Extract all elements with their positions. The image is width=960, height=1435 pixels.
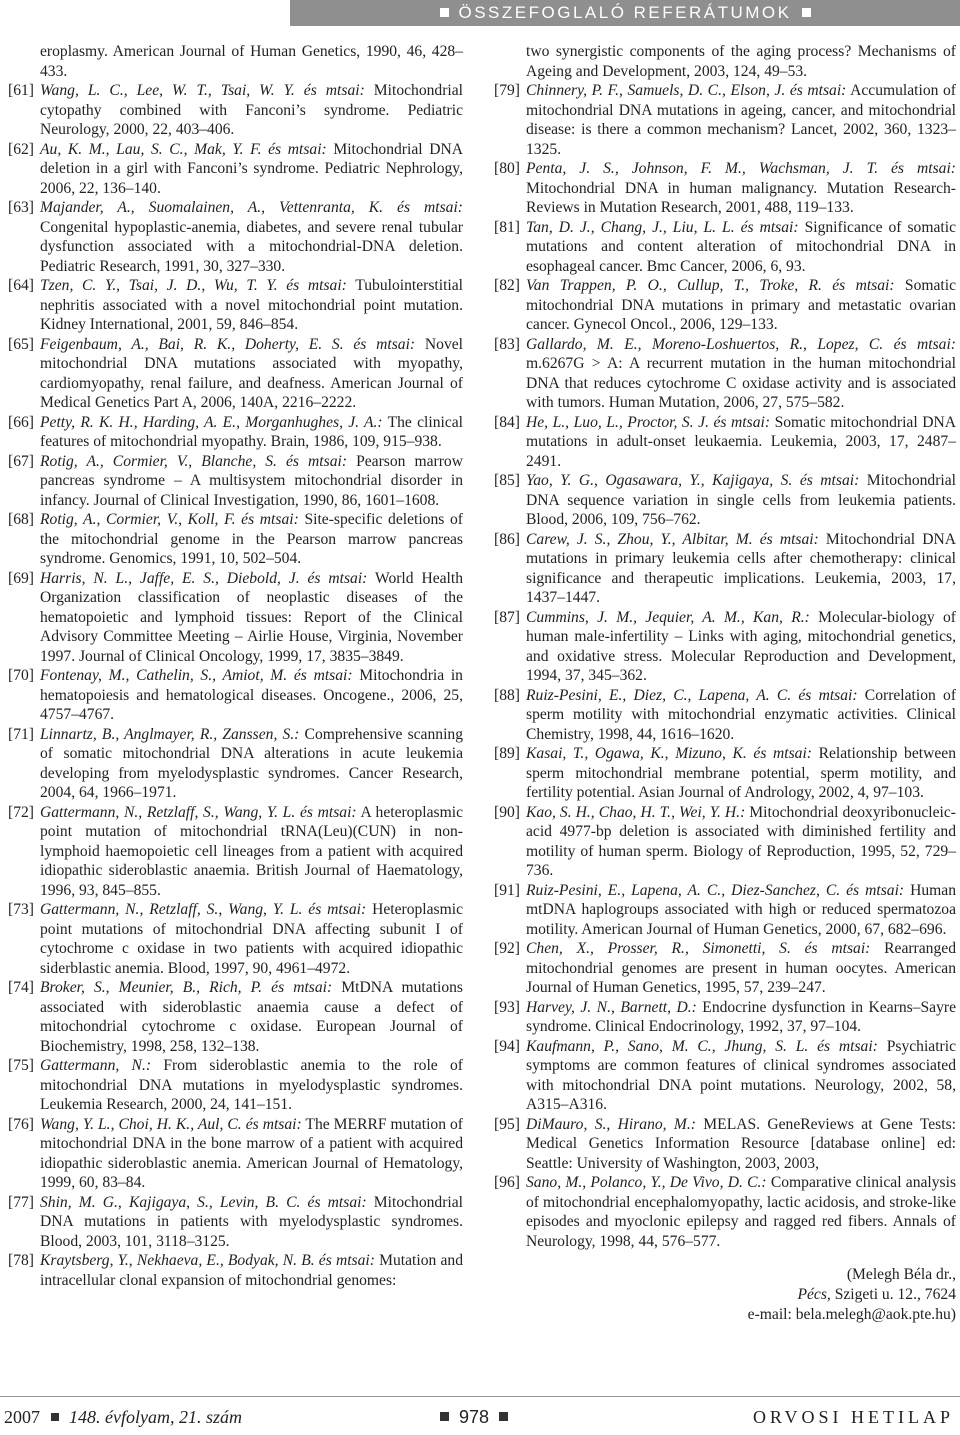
reference-authors: Feigenbaum, A., Bai, R. K., Doherty, E. S. és mtsai: (40, 335, 416, 353)
reference-authors: Rotig, A., Cormier, V., Koll, F. és mtsai: (40, 511, 299, 528)
reference-authors: Ruiz-Pesini, E., Diez, C., Lapena, A. C. és mtsai: (526, 686, 858, 704)
reference-text: Tubulointerstitial nephritis associated with a novel mitochondrial point mutation. Kidney International, 2001, 59, 846–854. (40, 277, 463, 333)
reference-text: MtDNA mutations associated with sideroblastic anaemia cause a defect of mitochondrial cytochrome c oxidase. European Journal of Biochemistry, 1998, 258, 132–138. (40, 979, 463, 1055)
reference-item (8, 42, 463, 81)
reference-number: [70] (8, 667, 34, 684)
reference-item (8, 900, 463, 978)
reference-authors: Gattermann, N., Retzlaff, S., Wang, Y. L. és mtsai: (40, 803, 357, 821)
reference-item (8, 81, 463, 140)
reference-item (494, 939, 956, 998)
reference-text: Molecular-biology of human male-infertility – Links with aging, mitochondrial genetics, and oxidative stress. Molecular Reproduction and Development, 1994, 37, 345–362. (526, 608, 956, 684)
reference-authors: Broker, S., Meunier, B., Rich, P. és mtsai: (40, 979, 333, 996)
signature-city: Pécs, (797, 1286, 831, 1303)
reference-authors: Au, K. M., Lau, S. C., Mak, Y. F. és mtsai: (40, 140, 327, 158)
page-footer (0, 1396, 960, 1435)
reference-number: [67] (8, 452, 34, 470)
reference-item (8, 1056, 463, 1115)
reference-item (494, 1173, 956, 1251)
reference-authors: Wang, L. C., Lee, W. T., Tsai, W. Y. és mtsai: (40, 82, 365, 99)
right-column (494, 42, 956, 1325)
reference-number: [65] (8, 335, 34, 353)
reference-number: [71] (8, 725, 34, 743)
reference-text: Psychiatric symptoms are common features of clinical syndromes associated with mitochondrial DNA point mutations. Neurology, 2002, 58, A315–A316. (526, 1037, 956, 1113)
reference-authors: Rotig, A., Cormier, V., Blanche, S. és mtsai: (40, 452, 348, 470)
reference-item (8, 413, 463, 452)
reference-authors: Sano, M., Polanco, Y., De Vivo, D. C.: (526, 1174, 767, 1191)
reference-item (494, 413, 956, 472)
reference-number: [82] (494, 277, 520, 294)
reference-number: [64] (8, 277, 34, 294)
reference-item (8, 803, 463, 901)
reference-number: [68] (8, 511, 34, 528)
reference-number: [90] (494, 803, 520, 821)
reference-item (494, 218, 956, 277)
section-title (290, 0, 960, 26)
reference-item (8, 978, 463, 1056)
reference-item (494, 803, 956, 881)
reference-number: [88] (494, 686, 520, 704)
square-bullet-icon (499, 1412, 508, 1421)
reference-authors: Kraytsberg, Y., Nekhaeva, E., Bodyak, N. B. és mtsai: (40, 1252, 375, 1269)
reference-number: [78] (8, 1252, 34, 1269)
square-bullet-icon (440, 8, 449, 17)
reference-item (494, 998, 956, 1037)
reference-authors: Majander, A., Suomalainen, A., Vettenranta, K. és mtsai: (40, 199, 463, 216)
reference-authors: He, L., Luo, L., Proctor, S. J. és mtsai: (526, 413, 771, 431)
reference-text: Correlation of sperm motility with mitochondrial enzymatic activities. Clinical Chemistry, 1998, 44, 1616–1620. (526, 686, 957, 743)
section-title-text: ÖSSZEFOGLALÓ REFERÁTUMOK (458, 3, 792, 22)
reference-item (494, 686, 956, 745)
reference-text: Mitochondrial cytopathy combined with Fanconi’s syndrome. Pediatric Neurology, 2000, 22, 403–406. (40, 82, 464, 138)
reference-authors: Wang, Y. L., Choi, H. K., Aul, C. és mtsai: (40, 1115, 302, 1133)
reference-number: [93] (494, 998, 520, 1016)
reference-text: MELAS. GeneReviews at Gene Tests: Medical Genetics Information Resource [database online] ed: Seattle: University of Washington, 2003, 2003, (526, 1115, 956, 1172)
reference-authors: Ruiz-Pesini, E., Lapena, A. C., Diez-Sanchez, C. és mtsai: (526, 881, 905, 899)
reference-number: [85] (494, 472, 520, 489)
signature-name: (Melegh Béla dr., (846, 1266, 956, 1283)
footer-volume: 148. évfolyam, 21. szám (69, 1407, 242, 1427)
reference-item (494, 335, 956, 413)
reference-text: The clinical features of mitochondrial myopathy. Brain, 1986, 109, 915–938. (40, 413, 463, 450)
reference-text: Mitochondrial DNA in human malignancy. Mutation Research-Reviews in Mutation Research, 2001, 488, 119–133. (526, 179, 956, 216)
reference-text: A heteroplasmic point mutation of mitochondrial tRNA(Leu)(CUN) in non-lymphoid haemopoietic cell lineages from a patient with acquired idiopathic sideroblastic anaemia. British Journal of Haematology, 1996, 93, 845–855. (40, 803, 463, 899)
footer-issue (4, 1407, 242, 1428)
reference-authors: Kao, S. H., Chao, H. T., Wei, Y. H.: (526, 803, 746, 821)
reference-item (494, 1037, 956, 1115)
reference-text: m.6267G > A: A recurrent mutation in the human mitochondrial DNA that reduces cytochrome C oxidase activity and is associated with tumors. Human Mutation, 2006, 27, 575–582. (526, 355, 956, 411)
reference-number: [86] (494, 530, 520, 548)
reference-item (8, 452, 463, 511)
reference-text: Accumulation of mitochondrial DNA mutations in ageing, cancer, and mitochondrial disease: is there a common mechanism? Lancet, 2002, 360, 1323–1325. (526, 82, 956, 158)
footer-year: 2007 (4, 1407, 40, 1427)
reference-number: [81] (494, 218, 520, 236)
reference-item (8, 569, 463, 667)
reference-number: [80] (494, 160, 520, 177)
reference-number: [63] (8, 199, 34, 216)
reference-item (494, 159, 956, 218)
reference-text: Mutation and intracellular clonal expansion of mitochondrial genomes: (40, 1252, 463, 1289)
reference-item (8, 1251, 463, 1290)
reference-item (8, 666, 463, 725)
reference-text: Somatic mitochondrial DNA mutations in adult-onset leukaemia. Leukemia, 2003, 17, 2487–2491. (526, 413, 956, 470)
page-number: 978 (459, 1407, 490, 1427)
reference-authors: Gattermann, N., Retzlaff, S., Wang, Y. L. és mtsai: (40, 901, 367, 918)
reference-text: Mitochondrial deoxyribonucleic-acid 4977-bp deletion is associated with diminished fertility and motility of human sperm. Biology of Reproduction, 1995, 52, 729–736. (526, 803, 956, 879)
reference-number: [87] (494, 608, 520, 626)
reference-number: [61] (8, 82, 34, 99)
reference-authors: Gallardo, M. E., Moreno-Loshuertos, R., Lopez, C. és mtsai: (526, 335, 956, 353)
reference-authors: Harris, N. L., Jaffe, E. S., Diebold, J. és mtsai: (40, 569, 368, 587)
reference-item (8, 725, 463, 803)
reference-text: Mitochondrial DNA mutations in patients with myelodysplastic syndromes. Blood, 2003, 101, 3118–3125. (40, 1193, 464, 1250)
reference-number: [79] (494, 82, 520, 99)
reference-text: Mitochondrial DNA mutations in primary leukemia cells after chemotherapy: clinical significance and therapeutic implications. Leukemia, 2003, 17, 1437–1447. (526, 530, 956, 606)
page-header (0, 0, 960, 28)
reference-authors: Tzen, C. Y., Tsai, J. D., Wu, T. Y. és mtsai: (40, 277, 347, 294)
reference-text: From sideroblastic anemia to the role of mitochondrial DNA mutations in myelodysplastic syndromes. Leukemia Research, 2000, 24, 141–151. (40, 1057, 463, 1113)
reference-item (494, 881, 956, 940)
footer-page (430, 1407, 518, 1428)
reference-number: [95] (494, 1115, 520, 1133)
right-reference-list (494, 42, 956, 1251)
reference-text: Mitochondrial DNA deletion in a girl with Fanconi’s syndrome. Pediatric Nephrology, 2006, 22, 136–140. (40, 140, 463, 197)
reference-number: [89] (494, 745, 520, 762)
reference-authors: Chinnery, P. F., Samuels, D. C., Elson, J. és mtsai: (526, 82, 847, 99)
square-bullet-icon (440, 1412, 449, 1421)
reference-text: eroplasmy. American Journal of Human Genetics, 1990, 46, 428–433. (40, 43, 463, 80)
reference-text: Endocrine dysfunction in Kearns–Sayre syndrome. Clinical Endocrinology, 1992, 37, 97–104. (526, 998, 956, 1035)
reference-number: [92] (494, 940, 520, 957)
reference-authors: Van Trappen, P. O., Cullup, T., Troke, R. és mtsai: (526, 277, 895, 294)
reference-text: Mitochondrial DNA sequence variation in single cells from leukemia patients. Blood, 2006, 109, 756–762. (526, 472, 956, 528)
reference-text: Rearranged mitochondrial genomes are present in human oocytes. American Journal of Human Genetics, 1995, 57, 239–247. (526, 940, 956, 996)
reference-text: Human mtDNA haplogroups associated with high or reduced spermatozoa motility. American Journal of Human Genetics, 2000, 67, 682–696. (526, 881, 956, 938)
reference-text: Novel mitochondrial DNA mutations associated with myopathy, cardiomyopathy, renal failure, and deafness. American Journal of Medical Genetics Part A, 2006, 140A, 2216–2222. (40, 335, 463, 411)
reference-item (494, 744, 956, 803)
reference-authors: Kasai, T., Ogawa, K., Mizuno, K. és mtsai: (526, 745, 812, 762)
reference-number: [62] (8, 140, 34, 158)
square-bullet-icon (802, 8, 811, 17)
reference-item (8, 1193, 463, 1252)
reference-item (494, 471, 956, 530)
reference-authors: Carew, J. S., Zhou, Y., Albitar, M. és mtsai: (526, 530, 819, 548)
reference-authors: Kaufmann, P., Sano, M. C., Jhung, S. L. és mtsai: (526, 1037, 878, 1055)
reference-number: [74] (8, 979, 34, 996)
left-column (8, 42, 463, 1290)
reference-item (8, 510, 463, 569)
reference-item (8, 335, 463, 413)
signature-address: Pécs, Szigeti u. 12., 7624 (797, 1286, 956, 1303)
reference-item (494, 1115, 956, 1174)
reference-authors: DiMauro, S., Hirano, M.: (526, 1115, 696, 1133)
reference-authors: Cummins, J. M., Jequier, A. M., Kan, R.: (526, 608, 810, 626)
reference-text: two synergistic components of the aging process? Mechanisms of Ageing and Development, 2003, 124, 49–53. (526, 43, 956, 80)
reference-authors: Penta, J. S., Johnson, F. M., Wachsman, J. T. és mtsai: (526, 160, 956, 177)
reference-number: [96] (494, 1174, 520, 1191)
reference-text: Heteroplasmic point mutations of mitochondrial DNA affecting subunit I of cytochrome c oxidase in two patients with acquired idiopathic siderblastic anemia. Blood, 1997, 90, 4961–4972. (40, 901, 463, 977)
reference-number: [91] (494, 881, 520, 899)
reference-item (494, 530, 956, 608)
reference-item (494, 276, 956, 335)
signature-email: e-mail: bela.melegh@aok.pte.hu) (747, 1306, 956, 1323)
journal-name: ORVOSI HETILAP (752, 1407, 954, 1427)
reference-text: Comprehensive scanning of somatic mitochondrial DNA alterations in acute leukemia developing from myelodysplastic syndromes. Cancer Research, 2004, 64, 1966–1971. (40, 725, 464, 801)
reference-number: [66] (8, 413, 34, 431)
reference-item (8, 198, 463, 276)
reference-authors: Yao, Y. G., Ogasawara, Y., Kajigaya, S. és mtsai: (526, 472, 860, 489)
reference-text: Significance of somatic mutations and content alteration of mitochondrial DNA in esophageal cancer. Bmc Cancer, 2006, 6, 93. (526, 218, 956, 275)
reference-authors: Tan, D. J., Chang, J., Liu, L. L. és mtsai: (526, 218, 799, 236)
reference-item (494, 42, 956, 81)
reference-number: [94] (494, 1037, 520, 1055)
reference-number: [75] (8, 1057, 34, 1074)
reference-number: [84] (494, 413, 520, 431)
reference-number: [77] (8, 1193, 34, 1211)
reference-text: Somatic mitochondrial DNA mutations in primary and metastatic ovarian cancer. Gynecol Oncol., 2006, 129–133. (526, 277, 956, 333)
reference-text: Mitochondria in hematopoiesis and hematological diseases. Oncogene., 2006, 25, 4757–4767. (40, 667, 463, 723)
reference-authors: Linnartz, B., Anglmayer, R., Zanssen, S.: (40, 725, 300, 743)
reference-authors: Gattermann, N.: (40, 1057, 152, 1074)
reference-item (8, 1115, 463, 1193)
reference-authors: Shin, M. G., Kajigaya, S., Levin, B. C. és mtsai: (40, 1193, 367, 1211)
reference-item (8, 276, 463, 335)
reference-authors: Petty, R. K. H., Harding, A. E., Morganhughes, J. A.: (40, 413, 383, 431)
reference-text: Pearson marrow pancreas syndrome – A multisystem mitochondrial disorder in infancy. Journal of Clinical Investigation, 1990, 86, 1601–1608. (40, 452, 463, 509)
reference-authors: Chen, X., Prosser, R., Simonetti, S. és mtsai: (526, 940, 871, 957)
reference-item (494, 608, 956, 686)
reference-number: [73] (8, 901, 34, 918)
reference-authors: Fontenay, M., Cathelin, S., Amiot, M. és mtsai: (40, 667, 353, 684)
reference-text: The MERRF mutation of mitochondrial DNA in the bone marrow of a patient with acquired idiopathic sideroblastic anemia. American Journal of Hematology, 1999, 60, 83–84. (40, 1115, 463, 1191)
reference-authors: Harvey, J. N., Barnett, D.: (526, 998, 697, 1016)
reference-item (494, 81, 956, 159)
square-bullet-icon (51, 1413, 59, 1421)
author-signature (494, 1265, 956, 1325)
reference-text: Congenital hypoplastic-anemia, diabetes, and severe renal tubular dysfunction associated with a mitochondrial-DNA deletion. Pediatric Research, 1991, 30, 327–330. (40, 218, 463, 275)
reference-number: [72] (8, 803, 34, 821)
reference-number: [76] (8, 1115, 34, 1133)
reference-text: Site-specific deletions of the mitochondrial genome in the Pearson marrow pancreas syndrome. Genomics, 1991, 10, 502–504. (40, 511, 463, 567)
reference-text: World Health Organization classification of neoplastic diseases of the hematopoietic and lymphoid tissues: Report of the Clinical Advisory Committee Meeting – Airlie House, Virginia, November 1997. Journal of Clinical Oncology, 1999, 17, 3835–3849. (40, 569, 464, 665)
reference-text: Comparative clinical analysis of mitochondrial encephalomyopathy, lactic acidosis, and stroke-like episodes and myoclonic epilepsy and ragged red fibers. Annals of Neurology, 1998, 44, 576–577. (526, 1174, 957, 1250)
reference-number: [83] (494, 335, 520, 353)
reference-number: [69] (8, 569, 34, 587)
reference-item (8, 140, 463, 199)
reference-text: Relationship between sperm mitochondrial membrane potential, sperm motility, and fertility potential. Asian Journal of Andrology, 2002, 4, 97–103. (526, 745, 957, 801)
